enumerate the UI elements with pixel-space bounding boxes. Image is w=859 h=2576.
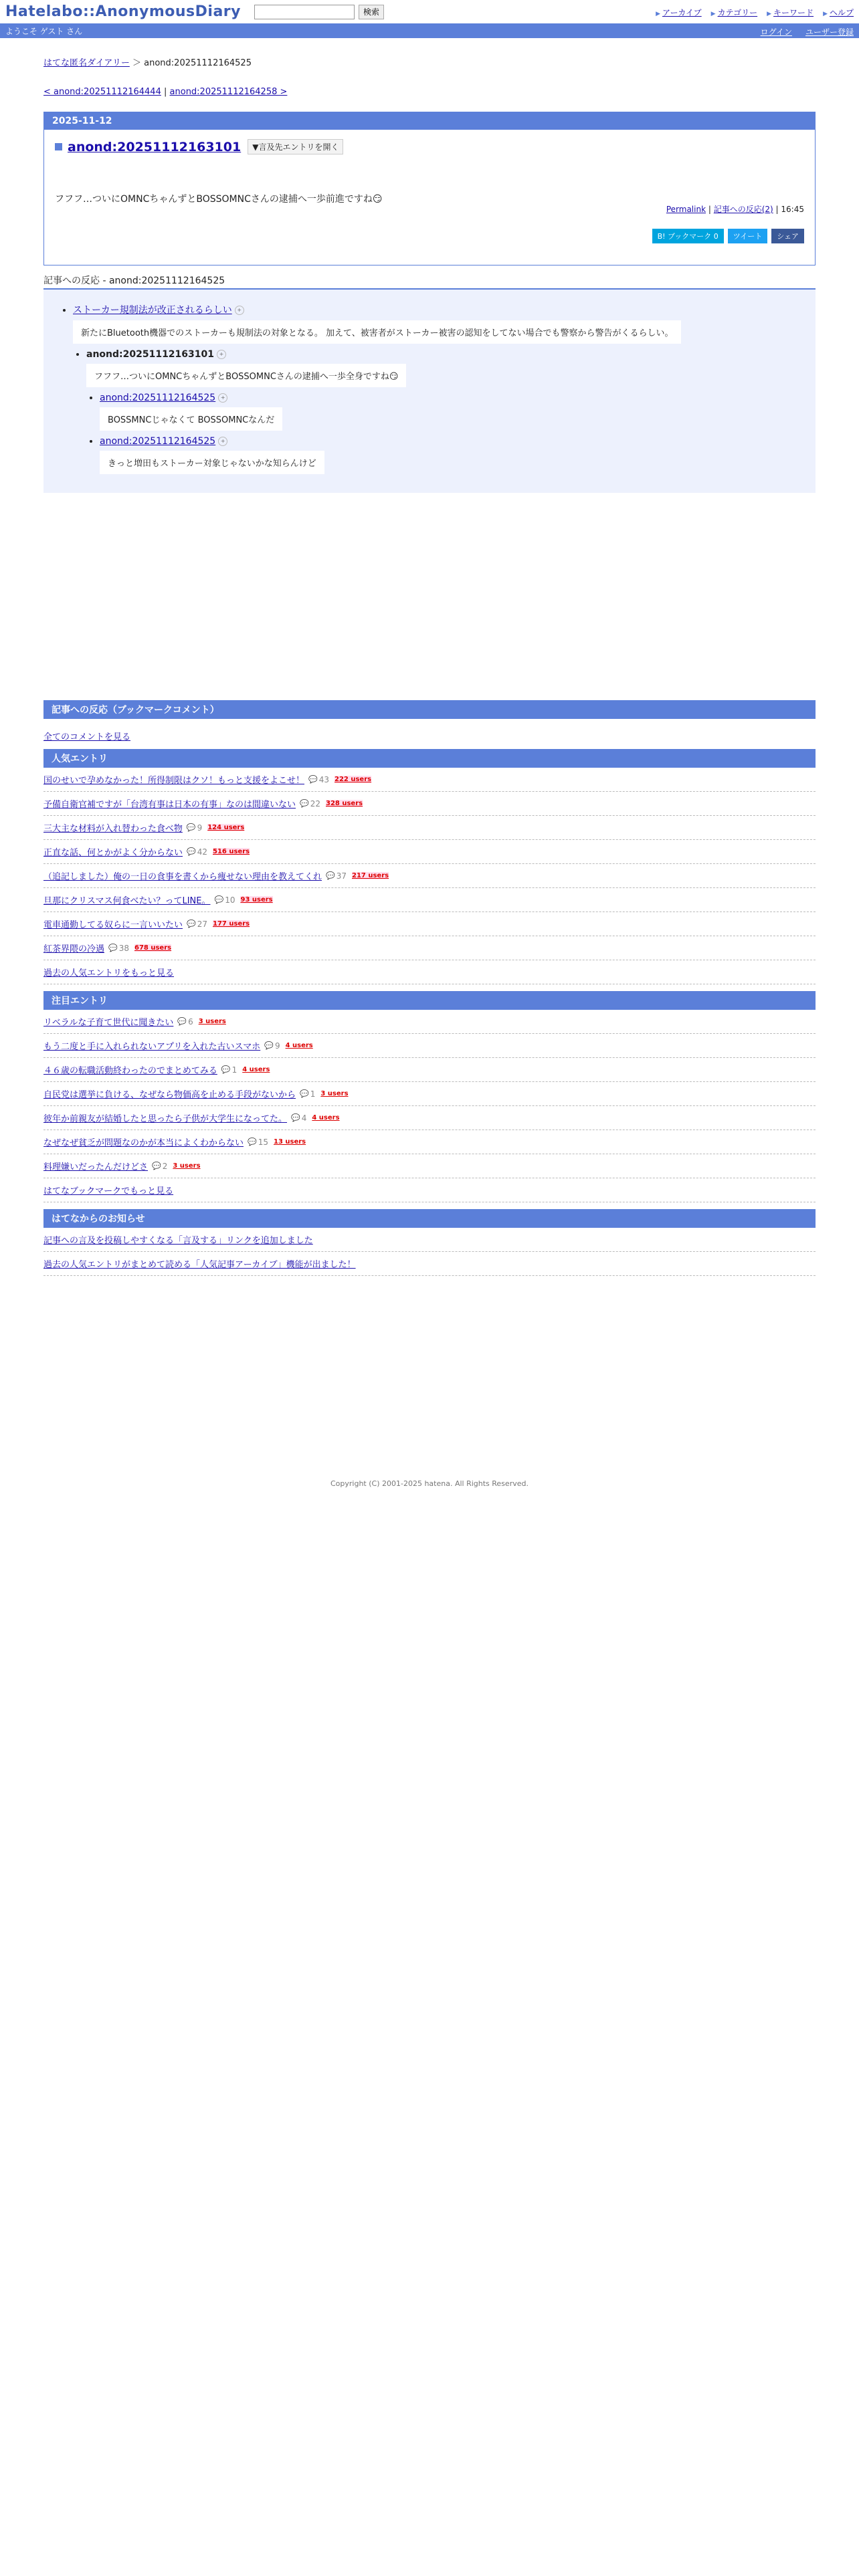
list-item xyxy=(43,912,816,936)
entry-link[interactable]: 料理嫌いだったんだけどさ xyxy=(43,1162,149,1172)
users-badge[interactable]: 3 users xyxy=(320,1090,349,1097)
pager-separator: | xyxy=(164,87,167,97)
welcome-text: ようこそ ゲスト さん xyxy=(5,26,83,36)
bookmark-comments-heading: 記事への反応（ブックマークコメント） xyxy=(43,700,816,719)
list-item xyxy=(43,792,816,816)
entry-link[interactable]: リベラルな子育て世代に聞きたい xyxy=(43,1018,174,1028)
users-badge[interactable]: 4 users xyxy=(312,1114,340,1121)
entry-link[interactable]: なぜなぜ貧乏が問題なのかが本当によくわからない xyxy=(43,1138,244,1148)
main-content xyxy=(43,56,816,1276)
entry-link[interactable]: もう二度と手に入れられないアプリを入れた古いスマホ xyxy=(43,1042,261,1052)
entry-link[interactable]: （追記しました）俺の一日の食事を書くから痩せない理由を教えてくれ xyxy=(43,872,322,882)
featured-more-link[interactable]: はてなブックマークでもっと見る xyxy=(43,1186,174,1196)
entry-title-link[interactable]: anond:20251112163101 xyxy=(68,139,242,154)
entry-square-icon xyxy=(55,143,62,150)
reaction-root-text: 新たにBluetooth機器でのストーカーも規制法の対象となる。 加えて、被害者がストーカー被害の認知をしてない場合でも警察から警告がくるらしい。 xyxy=(73,320,681,344)
reaction-child-text: きっと増田もストーカー対象じゃないかな知らんけど xyxy=(100,451,324,474)
list-item xyxy=(43,1010,816,1034)
comment-count: 💬 22 xyxy=(300,799,320,809)
comment-count: 💬 10 xyxy=(215,895,235,905)
next-entry-link[interactable]: anond:20251112164258 > xyxy=(169,87,288,97)
list-item xyxy=(43,888,816,912)
reaction-level2-text: フフフ…ついにOMNCちゃんずとBOSSOMNCさんの逮捕へ一歩全身ですね😏 xyxy=(86,364,406,387)
expand-icon[interactable]: + xyxy=(218,437,227,446)
entry-time: | 16:45 xyxy=(775,205,804,214)
reaction-level2-title: anond:20251112163101 xyxy=(86,349,214,360)
popular-list xyxy=(43,768,816,984)
footer-copyright: Copyright (C) 2001-2025 hatena. All Rights Reserved. xyxy=(330,1479,529,1488)
nav-keyword[interactable]: ▶ キーワード xyxy=(767,7,814,18)
comment-count: 💬 27 xyxy=(187,920,207,929)
users-badge[interactable]: 3 users xyxy=(173,1162,201,1170)
site-logo[interactable]: Hatelabo::AnonymousDiary xyxy=(5,3,241,20)
list-item xyxy=(43,1252,816,1276)
popular-heading: 人気エントリ xyxy=(43,749,816,768)
expand-icon[interactable]: + xyxy=(217,350,226,359)
prev-entry-link[interactable]: < anond:20251112164444 xyxy=(43,87,161,97)
pager xyxy=(43,87,816,97)
open-referenced-entry-button[interactable]: ▼言及先エントリを開く xyxy=(248,139,343,154)
comment-count: 💬 38 xyxy=(108,944,129,953)
list-item xyxy=(43,936,816,960)
top-nav xyxy=(656,7,854,18)
breadcrumb-home[interactable]: はてな匿名ダイアリー xyxy=(43,58,130,68)
permalink-link[interactable]: Permalink xyxy=(666,205,706,214)
reactions-link[interactable]: 記事への反応(2) xyxy=(713,205,773,214)
news-list xyxy=(43,1228,816,1276)
comment-count: 💬 6 xyxy=(177,1017,193,1027)
expand-icon[interactable]: + xyxy=(218,393,227,403)
list-item xyxy=(43,840,816,864)
list-item xyxy=(43,768,816,792)
reaction-child-link[interactable]: anond:20251112164525 xyxy=(100,436,216,447)
reaction-child-item xyxy=(100,436,799,474)
featured-list xyxy=(43,1010,816,1202)
reaction-root-item xyxy=(73,303,799,474)
list-item xyxy=(43,1228,816,1252)
search-form xyxy=(254,5,384,19)
entry-link[interactable]: 彼年か前親友が結婚したと思ったら子供が大学生になってた。 xyxy=(43,1114,288,1124)
news-link[interactable]: 過去の人気エントリがまとめて読める「人気記事アーカイブ」機能が出ました！ xyxy=(43,1260,356,1270)
share-buttons xyxy=(652,229,804,243)
entry-link[interactable]: ４６歳の転職活動終わったのでまとめてみる xyxy=(43,1066,217,1076)
users-badge[interactable]: 4 users xyxy=(285,1042,313,1049)
comment-count: 💬 42 xyxy=(187,847,207,857)
list-item xyxy=(43,1034,816,1058)
entry-link[interactable]: 自民党は選挙に負ける、なぜなら物価高を止める手段がないから xyxy=(43,1090,296,1100)
day-section xyxy=(43,112,816,265)
breadcrumb-current: anond:20251112164525 xyxy=(144,58,252,68)
reaction-tree xyxy=(43,290,816,493)
ad-space xyxy=(43,493,816,693)
entry-meta: Permalink | 記事への反応(2) | 16:45 xyxy=(666,205,804,214)
nav-archive[interactable]: ▶ アーカイブ xyxy=(656,7,702,18)
comment-count: 💬 15 xyxy=(248,1138,268,1147)
facebook-share-button[interactable]: シェア xyxy=(771,229,804,243)
users-badge[interactable]: 13 users xyxy=(274,1138,306,1146)
reaction-child-link[interactable]: anond:20251112164525 xyxy=(100,393,216,403)
users-badge[interactable]: 93 users xyxy=(240,896,273,903)
users-badge[interactable]: 177 users xyxy=(213,920,250,928)
comment-count: 💬 37 xyxy=(326,871,347,881)
list-item xyxy=(43,816,816,840)
popular-more-row xyxy=(43,960,816,984)
comment-count: 💬 43 xyxy=(308,775,329,784)
featured-heading: 注目エントリ xyxy=(43,991,816,1010)
users-badge[interactable]: 222 users xyxy=(335,776,372,783)
users-badge[interactable]: 3 users xyxy=(198,1018,226,1025)
comment-count: 💬 4 xyxy=(291,1113,306,1123)
reaction-child-item xyxy=(100,393,799,431)
entry-link[interactable]: 国のせいで孕めなかった！所得制限はクソ！もっと支援をよこせ！ xyxy=(43,776,305,786)
entry-link[interactable]: 正直な話、何とかがよく分からない xyxy=(43,848,183,858)
breadcrumb xyxy=(43,56,816,68)
entry-link[interactable]: 予備自衛官補ですが「台湾有事は日本の有事」なのは間違いない xyxy=(43,800,296,810)
entry-body-text: フフフ…ついにOMNCちゃんずとBOSSOMNCさんの逮捕へ一歩前進ですね😏 xyxy=(55,194,383,205)
entry-link[interactable]: 三大主な材料が入れ替わった食べ物 xyxy=(43,824,183,834)
nav-category[interactable]: ▶ カテゴリー xyxy=(711,7,757,18)
hatena-bookmark-button[interactable]: B! ブックマーク 0 xyxy=(652,229,724,243)
register-link[interactable]: ユーザー登録 xyxy=(805,27,854,37)
reaction-root-link[interactable]: ストーカー規制法が改正されるらしい xyxy=(73,305,232,316)
news-heading: はてなからのお知らせ xyxy=(43,1209,816,1228)
users-badge[interactable]: 124 users xyxy=(207,824,245,831)
comment-count: 💬 9 xyxy=(187,823,202,833)
entry-link[interactable]: 紅茶界隈の冷遇 xyxy=(43,944,105,954)
list-item xyxy=(43,1058,816,1082)
login-link[interactable]: ログイン xyxy=(760,27,792,37)
breadcrumb-separator: ＞ xyxy=(132,58,141,68)
users-badge[interactable]: 328 users xyxy=(326,800,363,807)
comment-count: 💬 9 xyxy=(264,1041,280,1051)
user-bar xyxy=(0,23,859,38)
tweet-button[interactable]: ツイート xyxy=(728,229,767,243)
entry-link[interactable]: 電車通勤してる奴らに一言いいたい xyxy=(43,920,183,930)
nav-help[interactable]: ▶ ヘルプ xyxy=(823,7,854,18)
entry-title-row xyxy=(55,139,804,154)
users-badge[interactable]: 516 users xyxy=(213,848,250,855)
entry-link[interactable]: 旦那にクリスマス何食べたい？ってLINE。 xyxy=(43,896,211,906)
day-date: 2025-11-12 xyxy=(44,112,815,130)
reaction-child-text: BOSSMNCじゃなくて BOSSOMNCなんだ xyxy=(100,407,282,431)
comment-count: 💬 1 xyxy=(221,1065,237,1075)
search-button[interactable]: 検索 xyxy=(359,5,384,19)
reaction-level2-item xyxy=(86,349,799,474)
list-item xyxy=(43,864,816,888)
list-item xyxy=(43,1130,816,1154)
all-comments-link[interactable]: 全てのコメントを見る xyxy=(43,732,131,742)
users-badge[interactable]: 217 users xyxy=(352,872,389,879)
search-input[interactable] xyxy=(254,5,355,19)
comment-count: 💬 1 xyxy=(300,1089,315,1099)
featured-more-row xyxy=(43,1178,816,1202)
expand-icon[interactable]: + xyxy=(235,306,244,315)
news-link[interactable]: 記事への言及を投稿しやすくなる「言及する」リンクを追加しました xyxy=(43,1236,313,1246)
top-bar xyxy=(0,0,859,23)
comment-count: 💬 2 xyxy=(152,1162,167,1171)
popular-more-link[interactable]: 過去の人気エントリをもっと見る xyxy=(43,968,175,978)
list-item xyxy=(43,1154,816,1178)
users-badge[interactable]: 678 users xyxy=(134,944,172,952)
list-item xyxy=(43,1106,816,1130)
list-item xyxy=(43,1082,816,1106)
users-badge[interactable]: 4 users xyxy=(242,1066,270,1073)
reaction-tree-heading: 記事への反応 - anond:20251112164525 xyxy=(43,274,816,290)
